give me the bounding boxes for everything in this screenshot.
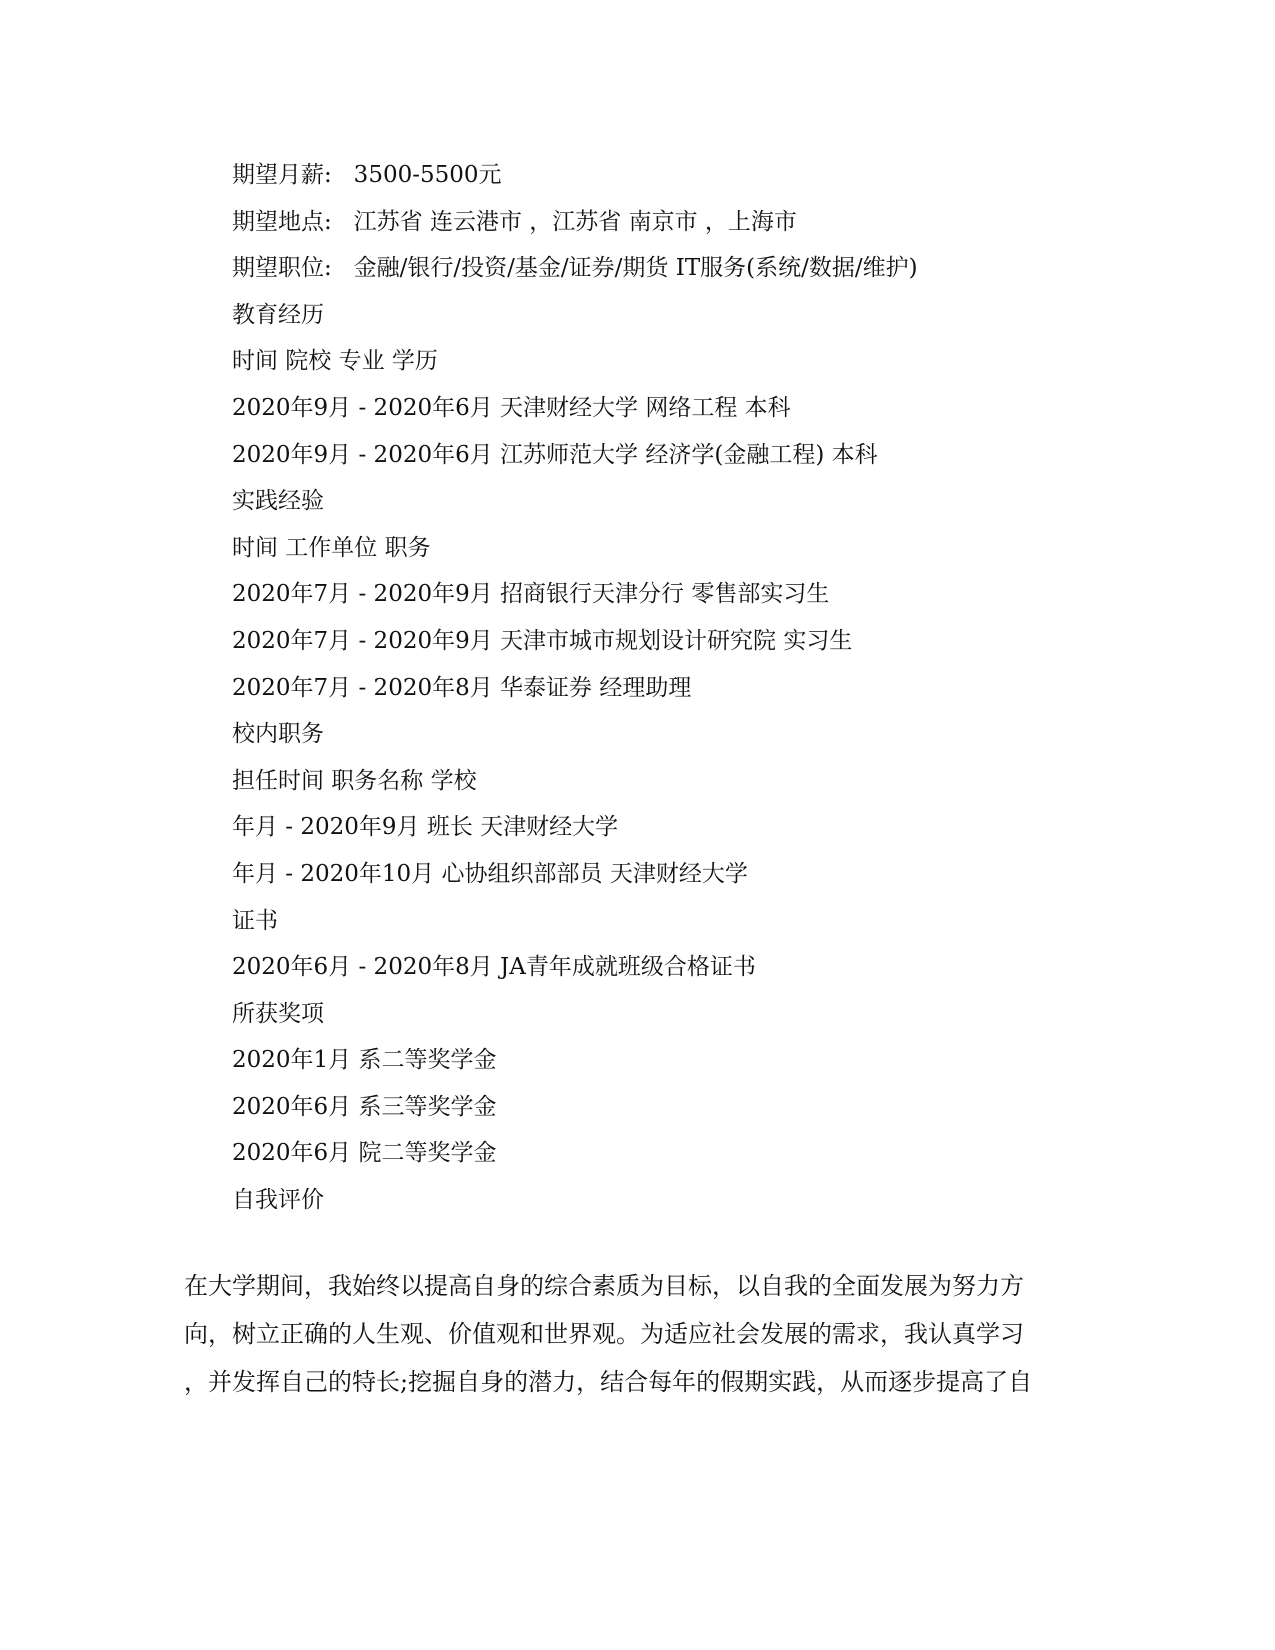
education-row: 2020年9月 - 2020年6月 天津财经大学 网络工程 本科: [232, 394, 791, 421]
expected-position-line: 期望职位: 金融/银行/投资/基金/证券/期货 IT服务(系统/数据/维护): [232, 255, 918, 282]
education-row: 2020年9月 - 2020年6月 江苏师范大学 经济学(金融工程) 本科: [232, 441, 878, 468]
campus-position-header-row: 担任时间 职务名称 学校: [232, 767, 477, 794]
expected-location-line: 期望地点: 江苏省 连云港市 ，江苏省 南京市 ，上海市: [232, 208, 797, 235]
practice-row: 2020年7月 - 2020年8月 华泰证券 经理助理: [232, 674, 692, 701]
campus-position-row: 年月 - 2020年9月 班长 天津财经大学: [232, 814, 619, 841]
self-evaluation-paragraph: [184, 1262, 1044, 1406]
award-row: 2020年1月 系二等奖学金: [232, 1047, 497, 1074]
expected-salary-line: 期望月薪: 3500-5500元: [232, 162, 502, 188]
campus-position-row: 年月 - 2020年10月 心协组织部部员 天津财经大学: [232, 860, 748, 887]
award-row: 2020年6月 院二等奖学金: [232, 1140, 497, 1167]
campus-position-heading: 校内职务: [232, 721, 324, 748]
education-header-row: 时间 院校 专业 学历: [232, 348, 438, 375]
practice-header-row: 时间 工作单位 职务: [232, 534, 431, 561]
practice-row: 2020年7月 - 2020年9月 天津市城市规划设计研究院 实习生: [232, 627, 853, 654]
certificate-heading: 证书: [232, 907, 278, 934]
paragraph-line: 向，树立正确的人生观、价值观和世界观。为适应社会发展的需求，我认真学习: [184, 1320, 1024, 1348]
award-row: 2020年6月 系三等奖学金: [232, 1093, 497, 1120]
awards-heading: 所获奖项: [232, 1000, 324, 1027]
education-heading: 教育经历: [232, 301, 324, 328]
certificate-row: 2020年6月 - 2020年8月 JA青年成就班级合格证书: [232, 954, 756, 981]
practice-row: 2020年7月 - 2020年9月 招商银行天津分行 零售部实习生: [232, 581, 830, 608]
paragraph-line: 在大学期间，我始终以提高自身的综合素质为目标，以自我的全面发展为努力方: [184, 1272, 1024, 1300]
paragraph-line: ，并发挥自己的特长;挖掘自身的潜力，结合每年的假期实践，从而逐步提高了自: [184, 1368, 1033, 1396]
practice-heading: 实践经验: [232, 488, 324, 515]
resume-lines: [232, 155, 1132, 1227]
self-evaluation-heading: 自我评价: [232, 1187, 324, 1214]
